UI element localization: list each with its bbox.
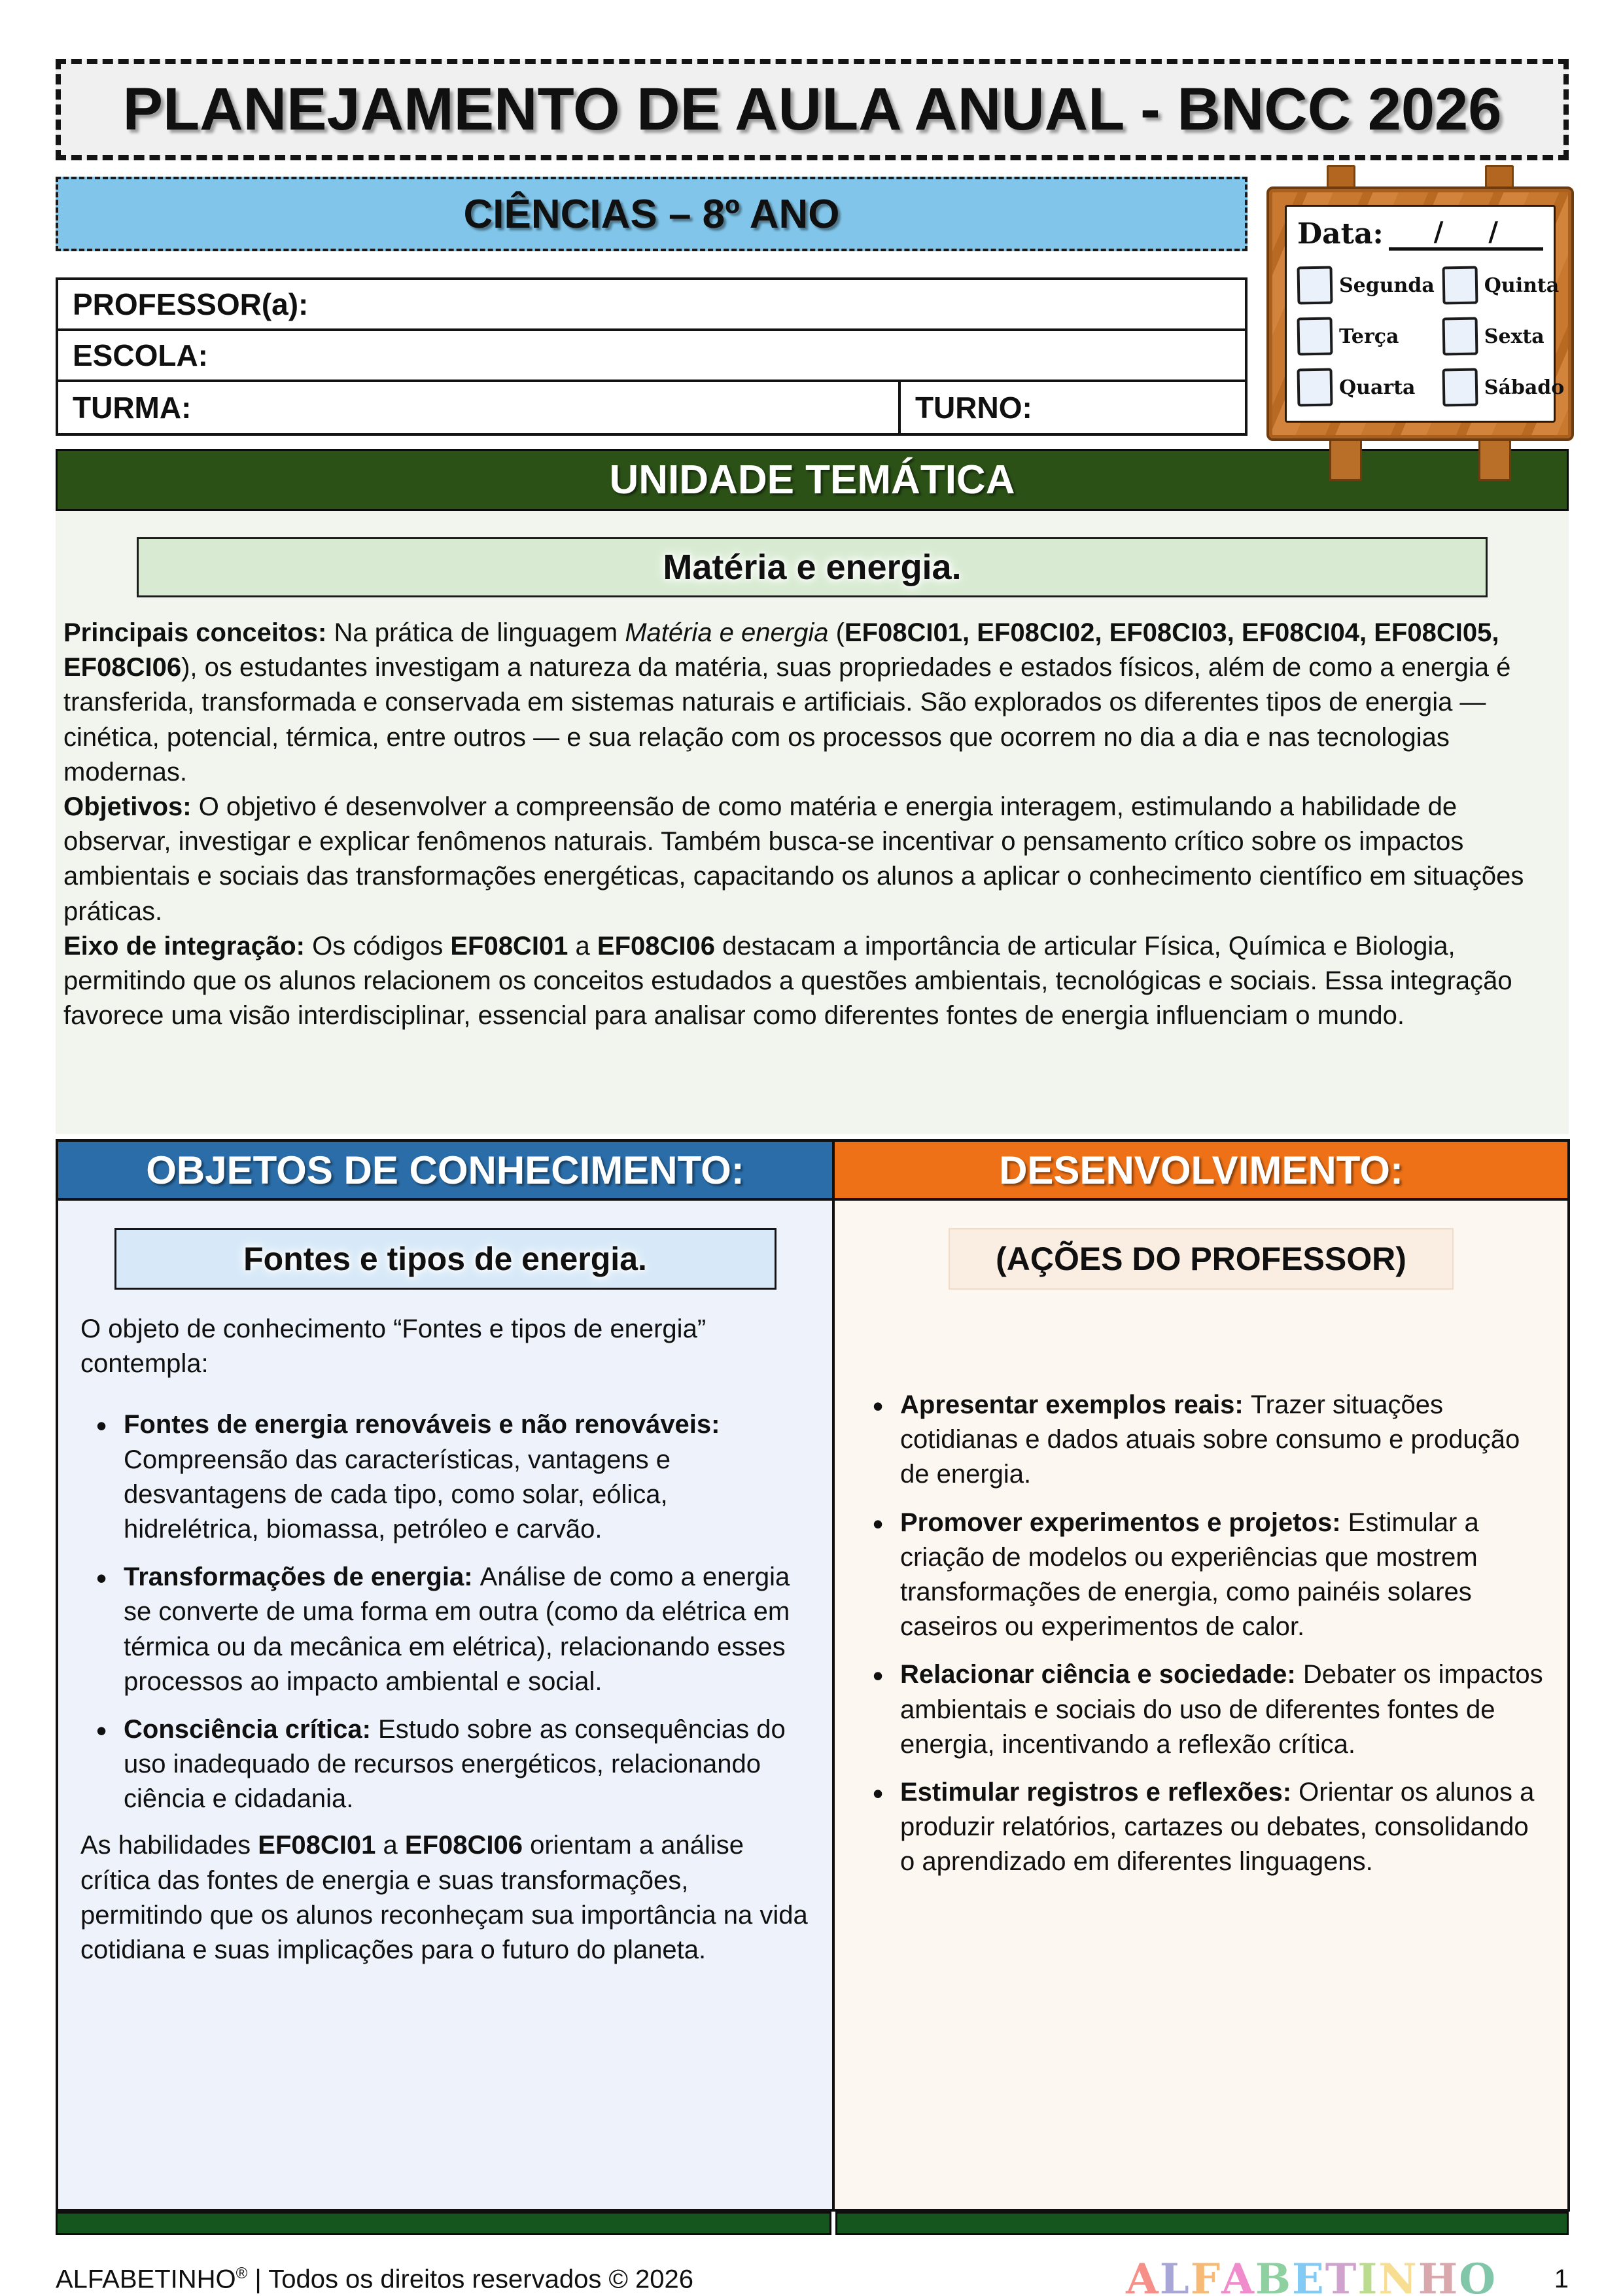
- objetos-closing: As habilidades EF08CI01 a EF08CI06 orientam a análise crítica das fontes de energia e suas transformações, permitindo que os alunos reconheçam sua importância na vida cotidiana e suas implicações para o futuro do planeta.: [80, 1831, 808, 1964]
- escola-input-area[interactable]: [208, 331, 1245, 380]
- table-row-turma-turno: [58, 382, 1245, 433]
- board-frame: [1266, 186, 1574, 441]
- bullet-item: • Estimular registros e reflexões: Orientar os alunos a produzir relatórios, cartazes ou debates, consolidando o aprendizado em diferentes linguagens.: [857, 1775, 1545, 1880]
- date-slash: /: [1488, 217, 1498, 247]
- topic-label: Matéria e energia.: [663, 548, 962, 587]
- unidade-tematica-title: UNIDADE TEMÁTICA: [609, 457, 1015, 503]
- turno-label: TURNO:: [915, 391, 1032, 425]
- day-label: Sábado: [1484, 376, 1565, 399]
- board-leg-icon: [1478, 438, 1511, 481]
- date-label: Data:: [1297, 217, 1384, 251]
- logo-letter: T: [1325, 2255, 1358, 2296]
- logo-letter: H: [1418, 2255, 1459, 2296]
- desenvolvimento-bullet-list: [857, 1388, 1545, 1879]
- day-checkbox[interactable]: [1297, 317, 1333, 356]
- logo-letter: I: [1357, 2255, 1379, 2296]
- desenvolvimento-header-label: DESENVOLVIMENTO:: [999, 1148, 1403, 1192]
- logo-letter: L: [1159, 2255, 1191, 2296]
- body-paragraph: Objetivos: O objetivo é desenvolver a compreensão de como matéria e energia interagem, estimulando a habilidade de observar, investigar e explicar fenômenos naturais. Também busca-se incentivar o pensamento crítico sobre os impactos ambientais e sociais das transformações energéticas, capacitando os alunos a aplicar o conhecimento científico em situações práticas.: [63, 792, 1524, 926]
- bullet-item: • Promover experimentos e projetos: Estimular a criação de modelos ou experiências que mostrem transformações de energia, como painéis solares caseiros ou experimentos de calor.: [857, 1506, 1545, 1645]
- objetos-header: [56, 1139, 833, 1201]
- date-row: [1297, 217, 1543, 251]
- weekday-row: [1297, 317, 1435, 355]
- logo-letter: N: [1378, 2255, 1418, 2296]
- acoes-professor-box: [949, 1228, 1454, 1290]
- objetos-header-label: OBJETOS DE CONHECIMENTO:: [146, 1148, 744, 1192]
- weekday-row: [1297, 266, 1435, 304]
- document-title: PLANEJAMENTO DE AULA ANUAL - BNCC 2026: [122, 76, 1502, 143]
- weekday-row: [1442, 317, 1565, 355]
- bottom-green-bars: [56, 2212, 1569, 2235]
- subtopic-label: Fontes e tipos de energia.: [243, 1240, 647, 1277]
- info-table: [56, 277, 1248, 436]
- weekday-row: [1442, 266, 1565, 304]
- escola-label: ESCOLA:: [73, 338, 208, 372]
- body-paragraph: Eixo de integração: Os códigos EF08CI01 a EF08CI06 destacam a importância de articular Física, Química e Biologia, permitindo que os alunos relacionem os conceitos estudados a questões ambientais, tecnológicas e sociais. Essa integração favorece uma visão interdisciplinar, essencial para analisar como diferentes fontes de energia influenciam o mundo.: [63, 931, 1512, 1031]
- topic-box: [137, 537, 1488, 597]
- weekday-row: [1297, 368, 1435, 406]
- day-label: Sexta: [1484, 325, 1544, 348]
- copyright-text: ALFABETINHO® | Todos os direitos reservados © 2026: [56, 2264, 694, 2294]
- weekday-row: [1442, 368, 1565, 406]
- unidade-paragraphs: [63, 616, 1561, 1033]
- turma-label: TURMA:: [73, 391, 192, 425]
- turno-input-area[interactable]: [1032, 382, 1245, 433]
- date-slash: /: [1433, 217, 1444, 247]
- day-label: Terça: [1339, 325, 1399, 348]
- table-row-professor: [58, 280, 1245, 331]
- logo-letter: F: [1190, 2255, 1222, 2296]
- board-legs: [1266, 441, 1574, 481]
- day-checkbox[interactable]: [1297, 266, 1333, 305]
- table-row-escola: [58, 331, 1245, 382]
- two-column-section: [56, 1139, 1569, 2212]
- weekday-checkbox-grid: [1297, 266, 1565, 406]
- document-title-box: [56, 59, 1569, 160]
- day-checkbox[interactable]: [1442, 317, 1478, 356]
- subject-label: CIÊNCIAS – 8º ANO: [463, 191, 840, 237]
- objetos-intro: O objeto de conhecimento “Fontes e tipos de energia” contempla:: [80, 1315, 707, 1379]
- day-checkbox[interactable]: [1442, 266, 1478, 305]
- turma-input-area[interactable]: [191, 382, 898, 433]
- bullet-item: • Apresentar exemplos reais: Trazer situações cotidianas e dados atuais sobre consumo e produção de energia.: [857, 1388, 1545, 1492]
- page-number: 1: [1554, 2265, 1569, 2293]
- board-leg-icon: [1329, 438, 1362, 481]
- turma-cell: [58, 382, 901, 433]
- day-checkbox[interactable]: [1297, 368, 1333, 407]
- bottom-bar-right: [835, 2212, 1569, 2235]
- day-label: Quinta: [1484, 274, 1560, 297]
- desenvolvimento-header: [833, 1139, 1570, 1201]
- day-checkbox[interactable]: [1442, 368, 1478, 407]
- day-label: Segunda: [1339, 274, 1435, 297]
- objetos-body: [56, 1201, 833, 2212]
- body-paragraph: Principais conceitos: Na prática de linguagem Matéria e energia (EF08CI01, EF08CI02, EF08CI03, EF08CI04, EF08CI05, EF08CI06), os estudantes investigam a natureza da matéria, suas propriedades e estados físicos, além de como a energia é transferida, transformada e conservada em sistemas naturais e artificiais. São explorados os diferentes tipos de energia — cinética, potencial, térmica, entre outros — e sua relação com os processos que ocorrem no dia a dia e nas tecnologias modernas.: [63, 618, 1511, 786]
- desenvolvimento-body: [833, 1201, 1570, 2212]
- professor-input-area[interactable]: [308, 280, 1245, 328]
- date-input-line[interactable]: [1389, 218, 1543, 251]
- day-label: Quarta: [1339, 376, 1416, 399]
- unidade-tematica-body: [56, 511, 1569, 1134]
- page-footer: [56, 2255, 1569, 2296]
- logo-letter: A: [1126, 2255, 1160, 2296]
- alfabetinho-logo: [1126, 2255, 1497, 2296]
- subject-bar: [56, 177, 1248, 251]
- bullet-item: • Transformações de energia: Análise de como a energia se converte de uma forma em outra (como da elétrica em térmica ou da mecânica em elétrica), relacionando esses processos ao impacto ambiental e social.: [80, 1560, 810, 1699]
- objetos-bullet-list: [80, 1407, 810, 1816]
- bullet-item: • Fontes de energia renováveis e não renováveis: Compreensão das características, vantagens e desvantagens de cada tipo, como solar, eólica, hidrelétrica, biomassa, petróleo e carvão.: [80, 1407, 810, 1547]
- professor-label: PROFESSOR(a):: [73, 287, 309, 321]
- subtopic-box: [114, 1228, 777, 1290]
- logo-letter: A: [1221, 2255, 1255, 2296]
- logo-letter: E: [1291, 2255, 1325, 2296]
- bullet-item: • Consciência crítica: Estudo sobre as consequências do uso inadequado de recursos energéticos, relacionando ciência e cidadania.: [80, 1712, 810, 1817]
- turno-cell: [901, 382, 1245, 433]
- logo-letter: B: [1255, 2255, 1292, 2296]
- header-row: [56, 177, 1569, 440]
- logo-letter: O: [1459, 2255, 1497, 2296]
- bottom-bar-left: [56, 2212, 831, 2235]
- bullet-item: • Relacionar ciência e sociedade: Debater os impactos ambientais e sociais do uso de diferentes fontes de energia, incentivando a reflexão crítica.: [857, 1657, 1545, 1762]
- date-board: [1266, 165, 1574, 481]
- acoes-professor-label: (AÇÕES DO PROFESSOR): [996, 1240, 1406, 1277]
